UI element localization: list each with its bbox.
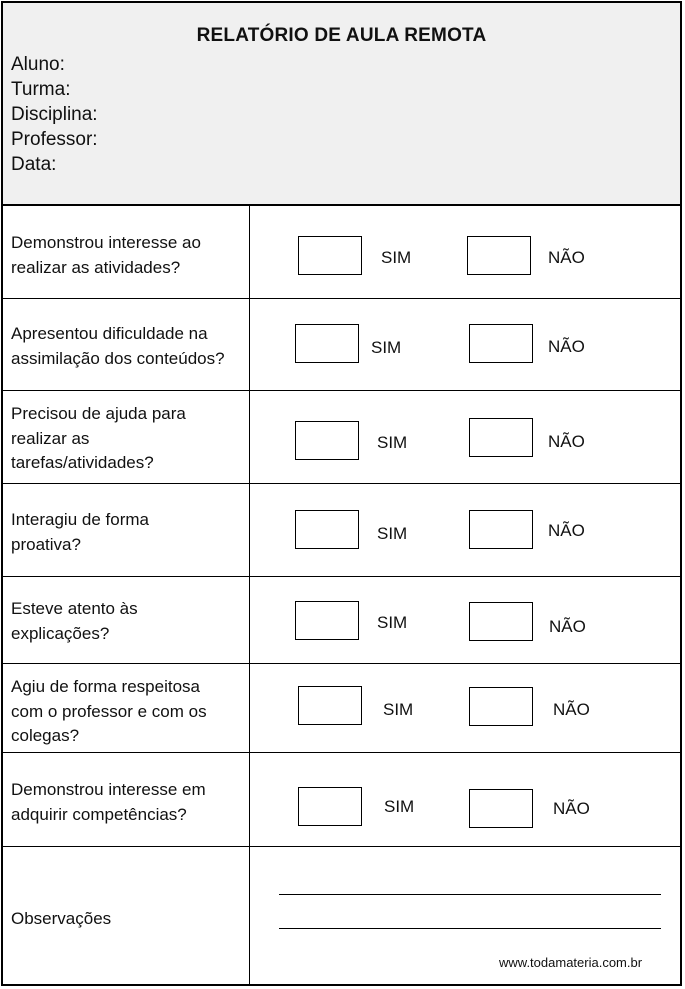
question-text bbox=[11, 675, 243, 749]
nao-label: NÃO bbox=[548, 248, 585, 267]
question-row bbox=[3, 664, 680, 753]
question-text bbox=[11, 597, 243, 646]
question-line: adquirir competências? bbox=[11, 804, 187, 824]
sim-checkbox[interactable] bbox=[295, 510, 359, 549]
question-line: tarefas/atividades? bbox=[11, 453, 154, 472]
question-line: Demonstrou interesse ao bbox=[11, 233, 201, 252]
question-text bbox=[11, 322, 243, 371]
report-form bbox=[1, 1, 682, 986]
sim-checkbox[interactable] bbox=[298, 236, 362, 275]
sim-label: SIM bbox=[384, 797, 415, 816]
form-title: RELATÓRIO DE AULA REMOTA bbox=[196, 25, 487, 46]
sim-label: SIM bbox=[377, 433, 408, 452]
nao-label: NÃO bbox=[548, 337, 585, 356]
question-text bbox=[11, 778, 243, 827]
question-line: Esteve atento às bbox=[11, 599, 138, 618]
question-line: realizar as bbox=[11, 428, 90, 448]
field-disciplina[interactable]: Disciplina: bbox=[11, 104, 98, 125]
question-row bbox=[3, 753, 680, 847]
question-line: com o professor e com os bbox=[11, 701, 207, 721]
question-line: colegas? bbox=[11, 726, 80, 745]
sim-checkbox[interactable] bbox=[295, 324, 359, 363]
question-row bbox=[3, 299, 680, 391]
sim-checkbox[interactable] bbox=[295, 421, 359, 460]
sim-checkbox[interactable] bbox=[295, 601, 359, 640]
question-row bbox=[3, 484, 680, 577]
question-line: Interagiu de forma bbox=[11, 510, 149, 529]
nao-label: NÃO bbox=[553, 700, 590, 719]
question-line: Agiu de forma respeitosa bbox=[11, 677, 200, 696]
sim-label: SIM bbox=[371, 338, 402, 357]
nao-label: NÃO bbox=[553, 799, 590, 818]
sim-label: SIM bbox=[377, 613, 408, 632]
nao-checkbox[interactable] bbox=[469, 602, 533, 641]
question-line: proativa? bbox=[11, 534, 81, 554]
nao-checkbox[interactable] bbox=[467, 236, 531, 275]
sim-checkbox[interactable] bbox=[298, 787, 362, 826]
field-turma[interactable]: Turma: bbox=[11, 79, 71, 100]
question-row bbox=[3, 391, 680, 484]
question-line: explicações? bbox=[11, 623, 110, 643]
sim-label: SIM bbox=[381, 248, 412, 267]
sim-label: SIM bbox=[377, 524, 408, 543]
observations-line[interactable] bbox=[279, 894, 661, 895]
nao-label: NÃO bbox=[548, 432, 585, 451]
nao-checkbox[interactable] bbox=[469, 510, 533, 549]
question-row bbox=[3, 206, 680, 299]
question-line: Demonstrou interesse em bbox=[11, 780, 206, 799]
question-line: assimilação dos conteúdos? bbox=[11, 348, 225, 368]
nao-checkbox[interactable] bbox=[469, 324, 533, 363]
question-text bbox=[11, 231, 243, 280]
question-line: Precisou de ajuda para bbox=[11, 404, 186, 423]
question-text bbox=[11, 402, 243, 476]
sim-checkbox[interactable] bbox=[298, 686, 362, 725]
nao-label: NÃO bbox=[549, 617, 586, 636]
nao-checkbox[interactable] bbox=[469, 687, 533, 726]
nao-checkbox[interactable] bbox=[469, 418, 533, 457]
field-aluno[interactable]: Aluno: bbox=[11, 54, 65, 75]
observations-line[interactable] bbox=[279, 928, 661, 929]
question-line: Apresentou dificuldade na bbox=[11, 324, 208, 343]
form-header bbox=[3, 3, 680, 206]
sim-label: SIM bbox=[383, 700, 414, 719]
field-data[interactable]: Data: bbox=[11, 154, 57, 175]
question-line: realizar as atividades? bbox=[11, 257, 181, 277]
question-text bbox=[11, 508, 243, 557]
observations-label: Observações bbox=[11, 909, 112, 928]
source-credit: www.todamateria.com.br bbox=[499, 955, 643, 970]
nao-checkbox[interactable] bbox=[469, 789, 533, 828]
question-row bbox=[3, 577, 680, 664]
field-professor[interactable]: Professor: bbox=[11, 129, 98, 150]
nao-label: NÃO bbox=[548, 521, 585, 540]
